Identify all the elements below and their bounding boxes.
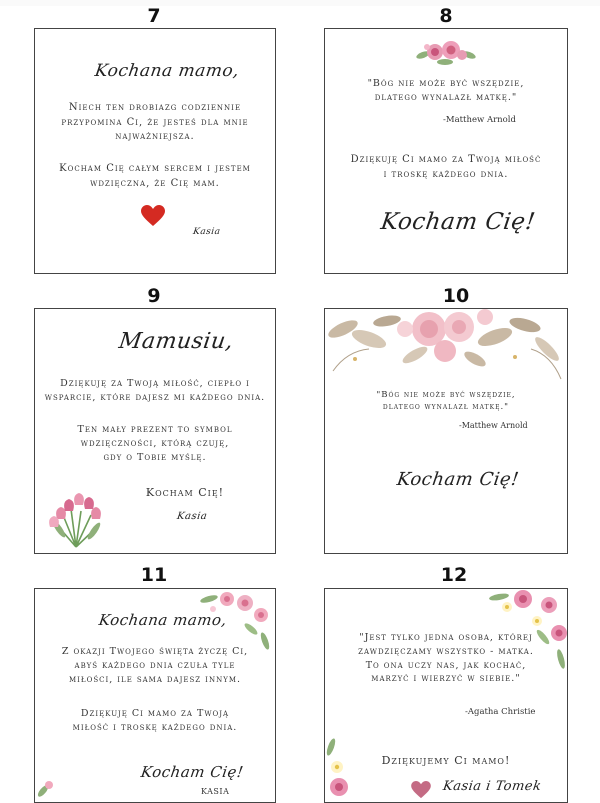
card-number-10: 10 — [442, 285, 470, 307]
card-signature: KASIA — [201, 787, 230, 796]
quote-line: zawdzięczamy wszystko - matka. — [358, 645, 534, 657]
text-line: Ten mały prezent to symbol — [77, 424, 233, 435]
floral-corner-icon — [325, 737, 359, 803]
card-number-8: 8 — [439, 5, 453, 27]
roses-icon — [415, 37, 477, 67]
card-7[interactable] — [34, 28, 276, 274]
card-text-block-2 — [35, 707, 275, 735]
text-line: gdy o Tobie myślę. — [103, 451, 207, 463]
text-line: Dziękuję Ci mamo za Twoją — [80, 708, 230, 719]
card-greeting: Mamusiu, — [117, 329, 235, 354]
card-number-11: 11 — [140, 564, 168, 586]
card-signature: Kasia — [176, 511, 209, 522]
card-text-block — [325, 153, 567, 182]
quote-line: To ona uczy nas, jak kochać, — [365, 659, 527, 671]
card-11[interactable] — [34, 588, 276, 803]
heart-icon — [411, 781, 431, 799]
card-closing: Kocham Cię! — [139, 763, 245, 781]
quote-author: -Matthew Arnold — [459, 421, 528, 430]
card-quote — [325, 631, 567, 686]
card-quote — [325, 77, 567, 105]
floral-corner-icon — [325, 309, 568, 387]
card-signature: Kasia i Tomek — [441, 779, 543, 794]
quote-author: -Matthew Arnold — [443, 115, 516, 125]
text-line: Z okazji Twojego święta życzę Ci, — [61, 646, 249, 657]
floral-corner-icon — [35, 775, 61, 803]
quote-line: marzyć i wierzyć w siebie." — [371, 673, 521, 685]
page-top-strip — [0, 0, 600, 6]
card-quote — [325, 389, 567, 414]
card-10[interactable] — [324, 308, 568, 554]
card-12[interactable] — [324, 588, 568, 803]
tulips-icon — [45, 485, 107, 549]
quote-author: -Agatha Christie — [465, 707, 536, 717]
text-line: miłości, ile sama dajesz innym. — [68, 673, 242, 685]
card-text-block — [35, 377, 275, 405]
text-line: wdzięczności, którą czuję, — [80, 437, 230, 449]
text-line: abyś każdego dnia czuła tyle — [74, 659, 236, 671]
card-text-block-2 — [35, 423, 275, 464]
card-text-block — [35, 645, 275, 686]
quote-line: dlatego wynalazł matkę." — [374, 91, 518, 103]
card-greeting: Kochana mamo, — [97, 611, 229, 629]
heart-icon — [141, 205, 165, 227]
card-text-block — [35, 101, 275, 145]
card-number-9: 9 — [147, 285, 161, 307]
card-9[interactable] — [34, 308, 276, 554]
card-closing: Kocham Cię! — [379, 209, 538, 235]
quote-line: "Jest tylko jedna osoba, której — [359, 632, 533, 643]
text-line: najważniejsza. — [115, 131, 195, 142]
card-text-block-2 — [35, 162, 275, 191]
text-line: Niech ten drobiazg codziennie — [68, 102, 242, 113]
text-line: Dziękuję za Twoją miłość, ciepło i — [60, 378, 250, 389]
card-signature: Kasia — [192, 227, 222, 237]
text-line: Dziękuję Ci mamo za Twoją miłość — [350, 154, 542, 165]
card-closing: Dziękujemy Ci mamo! — [381, 754, 511, 767]
text-line: wdzięczna, że Cię mam. — [90, 177, 220, 189]
text-line: wsparcie, które dajesz mi każdego dnia. — [44, 391, 266, 403]
card-closing: Kocham Cię! — [145, 486, 225, 499]
text-line: i troskę każdego dnia. — [383, 168, 509, 180]
card-greeting: Kochana mamo, — [93, 61, 241, 81]
card-number-7: 7 — [147, 5, 161, 27]
card-8[interactable] — [324, 28, 568, 274]
quote-line: dlatego wynalazł matkę." — [382, 402, 510, 413]
text-line: miłość i troskę każdego dnia. — [72, 721, 238, 733]
quote-line: "Bóg nie może być wszędzie, — [367, 78, 525, 89]
text-line: Kocham Cię całym sercem i jestem — [59, 163, 251, 174]
text-line: przypomina Ci, że jesteś dla mnie — [61, 116, 249, 128]
card-number-12: 12 — [440, 564, 468, 586]
quote-line: "Bóg nie może być wszędzie, — [376, 390, 516, 400]
card-closing: Kocham Cię! — [395, 469, 521, 490]
